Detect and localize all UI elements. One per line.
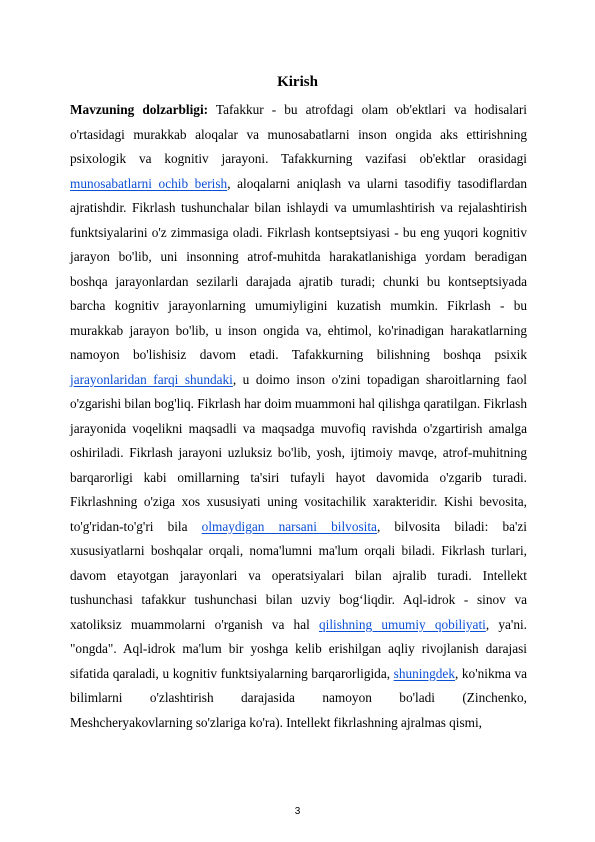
text-segment: , u doimo inson o'zini topadigan sharoitlarning faol o'zgarishi bilan bog'liq. Fikrlash har doim muammoni hal qilishga qaratilgan. Fikrlash jarayonida voqelikni maqsadli va maqsadga muvofiq ravishda o'zgartirish amalga oshiriladi. Fikrlash jarayoni uzluksiz bo'lib, yosh, ijtimoiy mavqe, atrof-muhitning barqarorligi kabi omillarning ta'siri tufayli hayot davomida o'zgarib turadi. Fikrlashning o'ziga xos xususiyati uning vositachilik xarakteridir. Kishi bevosita, to'g'ridan-to'g'ri bila <box>70 371 527 534</box>
link-olmaydigan-narsani-bilvosita[interactable]: olmaydigan narsani bilvosita <box>201 518 377 534</box>
text-segment: , ko'nikma va bilimlarni o'zlashtirish darajasida namoyon bo'ladi (Zinchenko, Meshcheryakovlarning so'zlariga ko'ra). Intellekt fikrlashning ajralmas qismi, <box>70 665 527 730</box>
text-segment: , bilvosita biladi: ba'zi xususiyatlarni boshqalar orqali, noma'lumni ma'lum orqali biladi. Fikrlash turlari, davom etayotgan jarayonlari va operatsiyalari bilan ajralib turadi. Intellekt tushunchasi tafakkur tushunchasi bilan uzviy bog‘liqdir. Aql-idrok - sinov va xatoliksiz muammolarni o'rganish va hal <box>70 518 528 632</box>
paragraph <box>70 98 527 735</box>
lead-heading: Mavzuning dolzarbligi: <box>70 102 209 117</box>
text-segment: , aloqalarni aniqlash va ularni tasodifiy tasodiflardan ajratishdir. Fikrlash tushunchalar bilan ishlaydi va umumlashtirish va rejalashtirish funktsiyalarini o'z zimmasiga oladi. Fikrlash kontseptsiyasi - bu eng yuqori kognitiv jarayon bo'lib, uni insonning atrof-muhitda harakatlanishiga yordam beradigan boshqa jarayonlardan sezilarli darajada ajratib turadi; chunki bu kontseptsiyada barcha kognitiv jarayonlarning umumiyligini kuzatish mumkin. Fikrlash - bu murakkab jarayon bo'lib, u inson ongida va, ehtimol, ko'rinadigan harakatlarning namoyon bo'lishisiz davom etadi. Tafakkurning bilishning boshqa psixik <box>70 175 527 362</box>
link-shuningdek[interactable]: shuningdek <box>393 665 455 681</box>
link-jarayonlaridan-farqi-shundaki[interactable]: jarayonlaridan farqi shundaki <box>70 371 233 387</box>
text-segment: , ya'ni. "ongda". Aql-idrok ma'lum bir yoshga kelib erishilgan aqliy rivojlanish darajasi sifatida qaraladi, u kognitiv funktsiyalarning barqarorligida, <box>70 616 527 681</box>
text-segment: Tafakkur - bu atrofdagi olam ob'ektlari va hodisalari o'rtasidagi murakkab aloqalar va munosabatlarni inson ongida aks ettirishning psixologik va kognitiv jarayoni. Tafakkurning vazifasi ob'ektlar orasidagi <box>70 102 527 166</box>
page-title: Kirish <box>277 74 318 90</box>
link-munosabatlarni-ochib-berish[interactable]: munosabatlarni ochib berish <box>70 175 228 191</box>
page-number: 3 <box>294 806 301 817</box>
body-paragraph <box>70 98 527 735</box>
link-qilishning-umumiy-qobiliyati[interactable]: qilishning umumiy qobiliyati <box>318 616 486 632</box>
